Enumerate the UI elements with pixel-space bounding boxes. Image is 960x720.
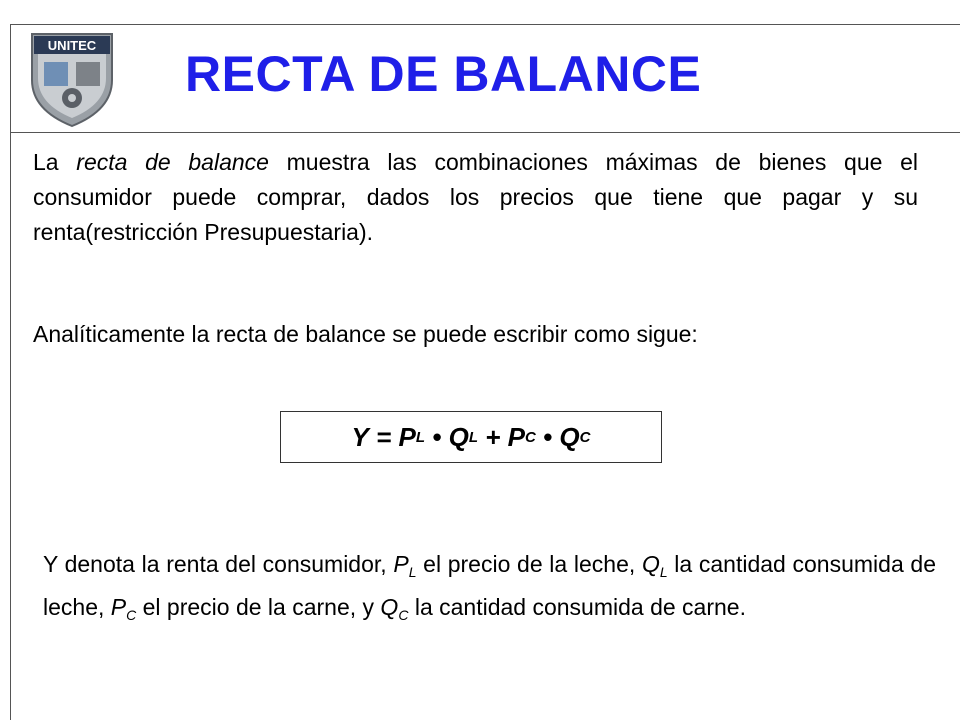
formula-dot-2: • — [535, 421, 560, 452]
formula-sub-c-2: C — [579, 428, 591, 446]
page-title: RECTA DE BALANCE — [185, 46, 702, 102]
formula-plus: + — [478, 421, 508, 452]
paragraph-analytic-intro: Analíticamente la recta de balance se puede escribir como sigue: — [33, 321, 698, 347]
formula-p-c: P — [507, 421, 525, 452]
p1-rest: muestra las combinaciones máximas de bienes que el consumidor puede comprar, dados los precios que tiene que pagar y su renta(restricción Presupuestaria). — [33, 149, 918, 245]
p3-t3: la cantidad consumida de leche, — [43, 551, 936, 620]
p3-sub-c-2: C — [398, 607, 409, 623]
logo-gear-hub — [68, 94, 76, 102]
p3-q-c: Q — [380, 594, 399, 620]
logo-panel-right — [76, 62, 100, 86]
formula-sub-l-1: L — [415, 428, 426, 446]
header-bottom-rule — [10, 132, 960, 133]
logo-panel-left — [44, 62, 68, 86]
logo-text: UNITEC — [47, 38, 97, 53]
p1-term: recta de balance — [76, 149, 269, 175]
p3-q-l: Q — [641, 551, 660, 577]
paragraph-definition — [33, 145, 918, 250]
p3-t5: la cantidad consumida de carne. — [408, 594, 746, 620]
p3-t1: Y denota la renta del consumidor, — [43, 551, 394, 577]
formula-equals: = — [368, 421, 399, 452]
header-top-rule — [10, 24, 960, 25]
p3-sub-c-1: C — [126, 607, 137, 623]
formula-box — [280, 411, 662, 463]
formula-q-c: Q — [559, 421, 580, 452]
paragraph-variable-definitions — [43, 547, 936, 633]
formula-dot-1: • — [425, 421, 449, 452]
p3-sub-l-2: L — [659, 564, 668, 580]
formula-sub-c-1: C — [524, 428, 536, 446]
p3-t2: el precio de la leche, — [416, 551, 642, 577]
p1-lead: La — [33, 149, 77, 175]
left-border-rule — [10, 24, 11, 720]
formula-p-l: P — [398, 421, 416, 452]
p3-p-l: P — [393, 551, 409, 577]
unitec-logo — [28, 28, 116, 128]
formula-y: Y — [351, 421, 369, 452]
p3-p-c: P — [110, 594, 127, 620]
formula-q-l: Q — [448, 421, 469, 452]
formula-sub-l-2: L — [468, 428, 478, 446]
p3-t4: el precio de la carne, y — [136, 594, 381, 620]
p3-sub-l-1: L — [408, 564, 417, 580]
